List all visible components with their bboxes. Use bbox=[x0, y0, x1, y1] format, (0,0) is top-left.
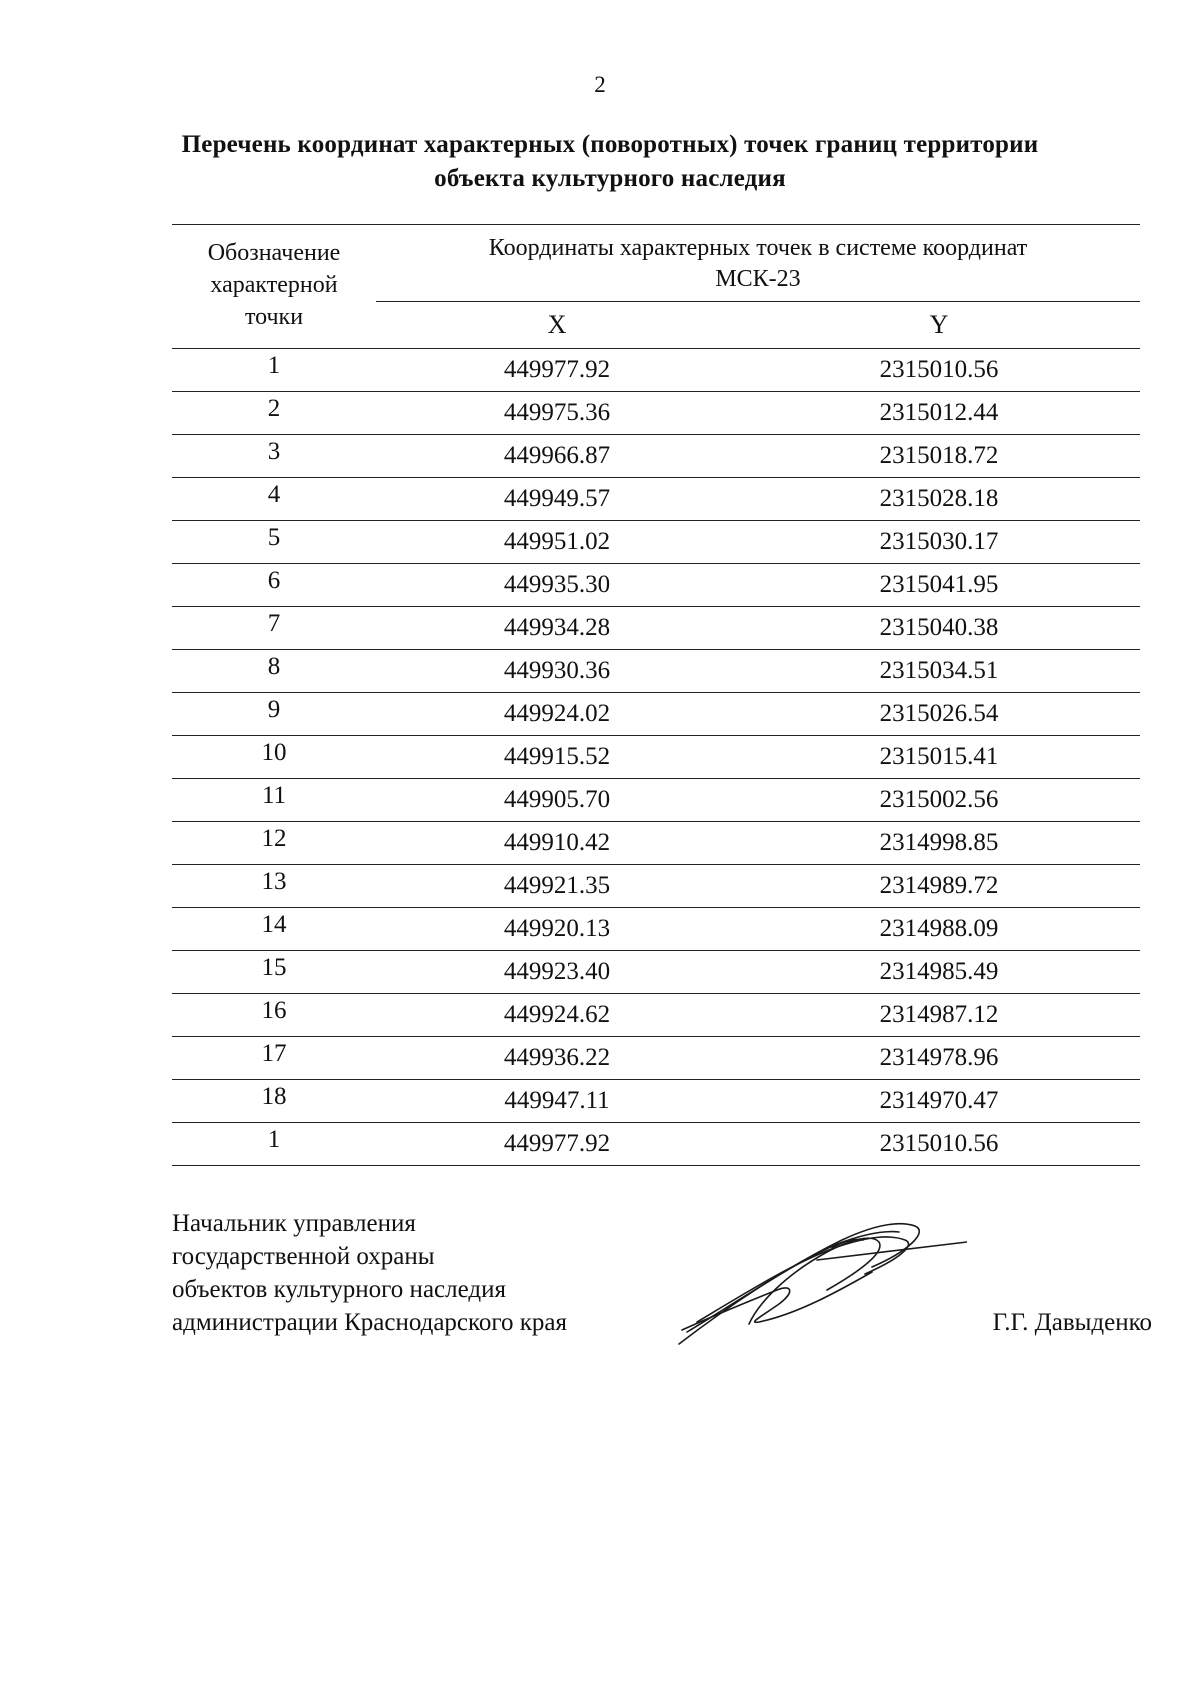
y-coordinate-cell: 2315041.95 bbox=[738, 564, 1140, 607]
table-row bbox=[172, 736, 1140, 779]
y-coordinate-cell: 2315002.56 bbox=[738, 779, 1140, 822]
table-row bbox=[172, 564, 1140, 607]
y-coordinate-cell: 2314987.12 bbox=[738, 994, 1140, 1037]
header-x: X bbox=[547, 310, 567, 339]
point-cell: 1 bbox=[172, 349, 376, 392]
x-coordinate-cell: 449920.13 bbox=[376, 908, 738, 951]
point-cell: 6 bbox=[172, 564, 376, 607]
table-body bbox=[172, 349, 1140, 1166]
x-coordinate-cell: 449977.92 bbox=[376, 349, 738, 392]
page-number: 2 bbox=[594, 72, 606, 97]
table-row bbox=[172, 693, 1140, 736]
point-cell: 11 bbox=[172, 779, 376, 822]
signer-position-line: государственной охраны bbox=[172, 1243, 435, 1270]
table-row bbox=[172, 521, 1140, 564]
table-row bbox=[172, 478, 1140, 521]
table-row bbox=[172, 779, 1140, 822]
coordinates-table bbox=[172, 224, 1140, 1166]
x-coordinate-cell: 449924.02 bbox=[376, 693, 738, 736]
y-coordinate-cell: 2314970.47 bbox=[738, 1080, 1140, 1123]
table-row bbox=[172, 1080, 1140, 1123]
x-coordinate-cell: 449951.02 bbox=[376, 521, 738, 564]
y-coordinate-cell: 2315026.54 bbox=[738, 693, 1140, 736]
point-cell: 15 bbox=[172, 951, 376, 994]
y-coordinate-cell: 2315030.17 bbox=[738, 521, 1140, 564]
signer-position-line: администрации Краснодарского края bbox=[172, 1309, 568, 1336]
y-coordinate-cell: 2314978.96 bbox=[738, 1037, 1140, 1080]
table-header-row bbox=[172, 225, 1140, 302]
y-coordinate-cell: 2314988.09 bbox=[738, 908, 1140, 951]
x-coordinate-cell: 449915.52 bbox=[376, 736, 738, 779]
document-title bbox=[160, 128, 1060, 196]
document-title-line-2: объекта культурного наследия bbox=[434, 165, 786, 192]
signer-name: Г.Г. Давыденко bbox=[992, 1309, 1152, 1336]
x-coordinate-cell: 449910.42 bbox=[376, 822, 738, 865]
table-row bbox=[172, 994, 1140, 1037]
y-coordinate-cell: 2314998.85 bbox=[738, 822, 1140, 865]
y-coordinate-cell: 2315034.51 bbox=[738, 650, 1140, 693]
point-cell: 5 bbox=[172, 521, 376, 564]
table-row bbox=[172, 1037, 1140, 1080]
table-row bbox=[172, 865, 1140, 908]
point-cell: 8 bbox=[172, 650, 376, 693]
table-row bbox=[172, 349, 1140, 392]
table-row bbox=[172, 650, 1140, 693]
y-coordinate-cell: 2315040.38 bbox=[738, 607, 1140, 650]
x-coordinate-cell: 449936.22 bbox=[376, 1037, 738, 1080]
point-cell: 9 bbox=[172, 693, 376, 736]
x-coordinate-cell: 449930.36 bbox=[376, 650, 738, 693]
point-cell: 3 bbox=[172, 435, 376, 478]
signer-position-line: объектов культурного наследия bbox=[172, 1276, 506, 1303]
y-coordinate-cell: 2314989.72 bbox=[738, 865, 1140, 908]
y-coordinate-cell: 2315018.72 bbox=[738, 435, 1140, 478]
header-y: Y bbox=[929, 310, 949, 339]
y-coordinate-cell: 2315012.44 bbox=[738, 392, 1140, 435]
table-row bbox=[172, 822, 1140, 865]
x-coordinate-cell: 449934.28 bbox=[376, 607, 738, 650]
header-coordinate-system: Координаты характерных точек в системе координат МСК-23 bbox=[376, 225, 1140, 302]
point-cell: 13 bbox=[172, 865, 376, 908]
table-row bbox=[172, 435, 1140, 478]
point-cell: 7 bbox=[172, 607, 376, 650]
x-coordinate-cell: 449949.57 bbox=[376, 478, 738, 521]
table-row bbox=[172, 392, 1140, 435]
x-coordinate-cell: 449924.62 bbox=[376, 994, 738, 1037]
point-cell: 17 bbox=[172, 1037, 376, 1080]
x-coordinate-cell: 449947.11 bbox=[376, 1080, 738, 1123]
signature-block bbox=[172, 1207, 1152, 1367]
y-coordinate-cell: 2314985.49 bbox=[738, 951, 1140, 994]
x-coordinate-cell: 449923.40 bbox=[376, 951, 738, 994]
point-cell: 10 bbox=[172, 736, 376, 779]
x-coordinate-cell: 449921.35 bbox=[376, 865, 738, 908]
document-title-line-1: Перечень координат характерных (поворотных) точек границ территории bbox=[181, 131, 1039, 158]
x-coordinate-cell: 449975.36 bbox=[376, 392, 738, 435]
y-coordinate-cell: 2315015.41 bbox=[738, 736, 1140, 779]
point-cell: 14 bbox=[172, 908, 376, 951]
signer-position-line: Начальник управления bbox=[172, 1210, 416, 1237]
x-coordinate-cell: 449977.92 bbox=[376, 1123, 738, 1166]
y-coordinate-cell: 2315010.56 bbox=[738, 1123, 1140, 1166]
point-cell: 16 bbox=[172, 994, 376, 1037]
table-row bbox=[172, 1123, 1140, 1166]
header-point-designation: Обозначение характерной точки bbox=[207, 240, 341, 330]
table-row bbox=[172, 951, 1140, 994]
x-coordinate-cell: 449905.70 bbox=[376, 779, 738, 822]
table-row bbox=[172, 908, 1140, 951]
table-row bbox=[172, 607, 1140, 650]
point-cell: 1 bbox=[172, 1123, 376, 1166]
x-coordinate-cell: 449966.87 bbox=[376, 435, 738, 478]
point-cell: 12 bbox=[172, 822, 376, 865]
y-coordinate-cell: 2315028.18 bbox=[738, 478, 1140, 521]
x-coordinate-cell: 449935.30 bbox=[376, 564, 738, 607]
point-cell: 4 bbox=[172, 478, 376, 521]
point-cell: 2 bbox=[172, 392, 376, 435]
signer-position bbox=[172, 1207, 692, 1339]
point-cell: 18 bbox=[172, 1080, 376, 1123]
handwritten-signature bbox=[667, 1212, 967, 1352]
y-coordinate-cell: 2315010.56 bbox=[738, 349, 1140, 392]
